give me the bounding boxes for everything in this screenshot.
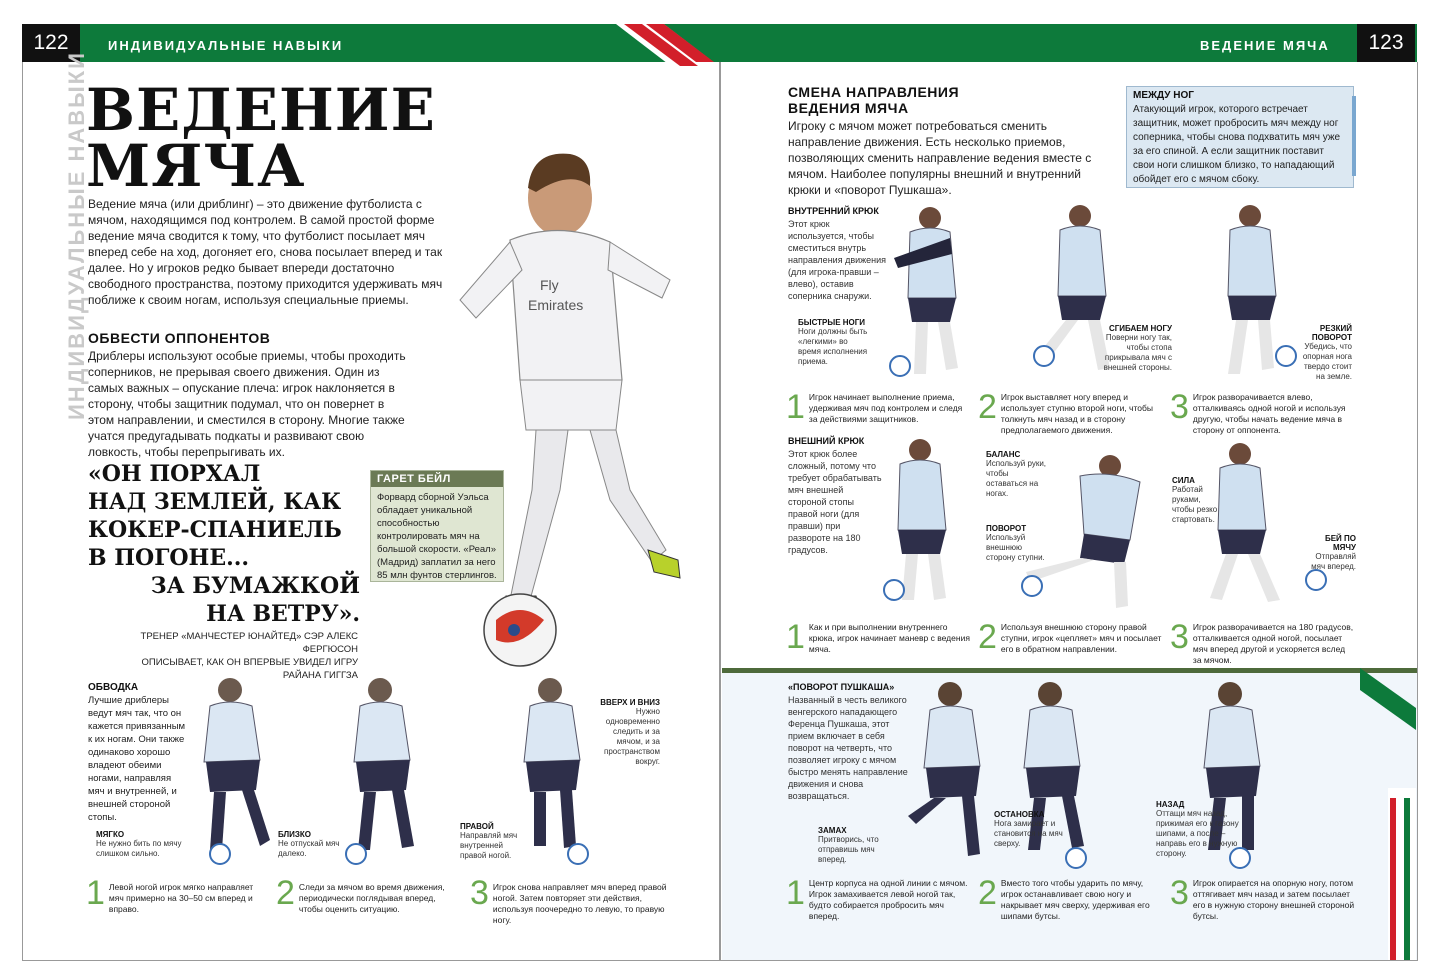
puskas-step-1: 1 Центр корпуса на одной линии с мячом. Игрок замахивается левой ногой так, будто собирается пробросить мяч вперед. <box>786 874 968 921</box>
inner-hook-step-1: 1 Игрок начинает выполнение приема, удерживая мяч под контролем и следя за действиями защитников. <box>786 388 963 426</box>
section-heading-opponents: ОБВЕСТИ ОППОНЕНТОВ <box>88 330 271 346</box>
intro-text: Ведение мяча (или дриблинг) – это движение футболиста с мячом, находящимся под контролем. В самой простой форме ведение мяча сводится к тому, что футболист посылает мяч вперед себе на ход, догоняет его, снова посылает вперед и так далее. Но у игроков редко бывает впереди достаточно свободного пространства, поэтому приходится удерживать мяч поближе к своим ногам, используя специальные приемы. <box>88 197 443 307</box>
obvodka-step-1: 1 Левой ногой игрок мягко направляет мяч примерно на 30–50 см вперед и вправо. <box>86 874 254 914</box>
outer-hook-label-power: СИЛА Работай руками, чтобы резко стартовать. <box>1172 476 1218 524</box>
puskas-label-stop: ОСТАНОВКА Нога замирает и становится на мяч сверху. <box>994 810 1063 848</box>
outer-hook-step-1: 1 Как и при выполнении внутреннего крюка, игрок начинает маневр с ведения мяча. <box>786 618 970 656</box>
puskas-text: Названный в честь великого венгерского нападающего Ференца Пушкаша, этот прием включает в себя поворот на четверть, что позволяет игроку с мячом быстро менять направление движения и снова возвращаться. <box>788 695 908 801</box>
inner-hook-label-sharp-turn: РЕЗКИЙ ПОВОРОТ Убедись, что опорная нога твердо стоит на земле. <box>1302 324 1352 381</box>
outer-hook-step-3: 3 Игрок разворачивается на 180 градусов, отталкивается одной ногой, посылает мяч вперед другой и ускоряется вслед за мячом. <box>1170 618 1354 665</box>
inner-hook-label-quick-feet: БЫСТРЫЕ НОГИ Ноги должны быть «легкими» во время исполнения приема. <box>798 318 868 366</box>
puskas-heading: «ПОВОРОТ ПУШКАША» <box>788 682 895 692</box>
inner-hook-step-3: 3 Игрок разворачивается влево, отталкиваясь одной ногой и используя другую, чтобы начать ведение мяча в сторону от оппонента. <box>1170 388 1346 435</box>
obvodka-label-updown: ВВЕРХ И ВНИЗ Нужно одновременно следить и за мячом, и за пространством вокруг. <box>600 698 660 766</box>
inner-hook-step-2: 2 Игрок выставляет ногу вперед и использует ступню второй ноги, чтобы толкнуть мяч назад и в сторону предполагаемого движения. <box>978 388 1153 435</box>
obvodka-label-soft: МЯГКО Не нужно бить по мячу слишком сильно. <box>96 830 182 858</box>
puskas-step-3: 3 Игрок опирается на опорную ногу, потом оттягивает мяч назад и затем посылает его в нужную сторону внешней стороной бутсы. <box>1170 874 1355 921</box>
outer-hook-text: Этот крюк более сложный, потому что требует обрабатывать мяч внешней стороной стопы правой ноги (для правши) при развороте на 180 градусов. <box>788 449 882 555</box>
vertical-section-label: ИНДИВИДУАЛЬНЫЕ НАВЫКИ <box>64 51 89 420</box>
page-number-left: 122 <box>22 24 80 62</box>
outer-hook-players-illustration <box>880 430 1350 620</box>
ferguson-quote: «ОН ПОРХАЛ НАД ЗЕМЛЕЙ, КАК КОКЕР-СПАНИЕЛЬ В ПОГОНЕ... ЗА БУМАЖКОЙ НА ВЕТРУ». <box>88 461 360 627</box>
section-text-direction: Игроку с мячом может потребоваться сменить направление движения. Есть несколько приемов, позволяющих сменить направление ведения вместе с мячом. Наиболее популярны внешний и внутренний крюки и «поворот Пушкаша». <box>788 119 1092 197</box>
outer-hook-label-turn: ПОВОРОТ Используй внешнюю сторону ступни. <box>986 524 1045 562</box>
obvodka-players-illustration <box>180 670 650 870</box>
puskas-panel-bar <box>722 668 1417 673</box>
gareth-bale-box-text: Форвард сборной Уэльса обладает уникальной способностью контролировать мяч на большой скорости. «Реал» (Мадрид) заплатил за него 85 млн фунтов стерлингов. <box>377 492 497 581</box>
obvodka-label-close: БЛИЗКО Не отпускай мяч далеко. <box>278 830 340 858</box>
between-legs-box: МЕЖДУ НОГ Атакующий игрок, которого встречает защитник, может пробросить мяч между ног соперника, чтобы снова подхватить мяч уже за его спиной. А если защитник поставит свои ноги слишком близко, то нападающий обойдет его с мячом сбоку. <box>1126 86 1354 188</box>
gareth-bale-box-heading: ГАРЕТ БЕЙЛ <box>371 471 503 487</box>
svg-text:Fly: Fly <box>540 277 559 293</box>
puskas-players-illustration <box>900 674 1320 870</box>
section-heading-direction: СМЕНА НАПРАВЛЕНИЯ ВЕДЕНИЯ МЯЧА <box>788 84 960 116</box>
between-legs-box-accent <box>1352 96 1356 176</box>
puskas-step-2: 2 Вместо того чтобы ударить по мячу, игрок останавливает свою ногу и накрывает мяч сверху, удерживая его шипами бутсы. <box>978 874 1150 921</box>
inner-hook-heading: ВНУТРЕННИЙ КРЮК <box>788 206 879 216</box>
running-head-left: ИНДИВИДУАЛЬНЫЕ НАВЫКИ <box>108 38 344 53</box>
puskas-panel-flag-stripes <box>1360 668 1416 960</box>
outer-hook-heading: ВНЕШНИЙ КРЮК <box>788 436 865 446</box>
puskas-label-back: НАЗАД Оттащи мяч назад, прижимая его к газону шипами, а после – направь его в нужную сторону. <box>1156 800 1239 858</box>
gareth-bale-box <box>370 470 504 582</box>
running-head-right: ВЕДЕНИЕ МЯЧА <box>1200 38 1330 53</box>
page-number-right: 123 <box>1357 24 1415 62</box>
inner-hook-text: Этот крюк используется, чтобы сместиться внутрь направления движения (для игрока-правши – влево), оставив соперника снаружи. <box>788 219 887 301</box>
puskas-label-swing: ЗАМАХ Притворись, что отправишь мяч вперед. <box>818 826 879 864</box>
section-text-opponents: Дриблеры используют особые приемы, чтобы проходить соперников, не прерывая своего движения. Один из самых важных – опускание плеча: игрок наклоняется в сторону, чтобы защитник подумал, что он повернет в этом направлении, и сместился в сторону. Многие также учатся предугадывать подкаты и развивают свою ловкость, чтобы перепрыгивать их. <box>88 349 406 459</box>
obvodka-text: Лучшие дриблеры ведут мяч так, что он кажется привязанным к их ногам. Они также одинаково хорошо владеют обеими ногами, направляя мяч и внутренней, и внешней стороной стопы. <box>88 695 186 823</box>
outer-hook-step-2: 2 Используя внешнюю сторону правой ступни, игрок «цепляет» мяч и посылает его в обратном направлении. <box>978 618 1162 656</box>
obvodka-step-3: 3 Игрок снова направляет мяч вперед правой ногой. Затем повторяет эти действия, используя поочередно то левую, то правую ногу. <box>470 874 667 925</box>
obvodka-step-2: 2 Следи за мячом во время движения, периодически поглядывая вперед, чтобы оценить ситуацию. <box>276 874 445 914</box>
obvodka-heading: ОБВОДКА <box>88 682 139 693</box>
outer-hook-label-kick: БЕЙ ПО МЯЧУ Отправляй мяч вперед. <box>1311 534 1356 571</box>
obvodka-label-right: ПРАВОЙ Направляй мяч внутренней правой ногой. <box>460 822 518 860</box>
inner-hook-label-bend: СГИБАЕМ НОГУ Поверни ногу так, чтобы стопа прикрывала мяч с внешней стороны. <box>1103 324 1172 372</box>
svg-text:Emirates: Emirates <box>528 297 584 313</box>
outer-hook-label-balance: БАЛАНС Используй руки, чтобы оставаться на ногах. <box>986 450 1047 498</box>
gareth-bale-illustration <box>440 130 700 670</box>
page-title: ВЕДЕНИЕ МЯЧА <box>86 76 436 200</box>
quote-attribution: ТРЕНЕР «МАНЧЕСТЕР ЮНАЙТЕД» СЭР АЛЕКС ФЕРГЮСОН ОПИСЫВАЕТ, КАК ОН ВПЕРВЫЕ УВИДЕЛ ИГРУ РАЙАНА ГИГГЗА <box>140 631 358 681</box>
